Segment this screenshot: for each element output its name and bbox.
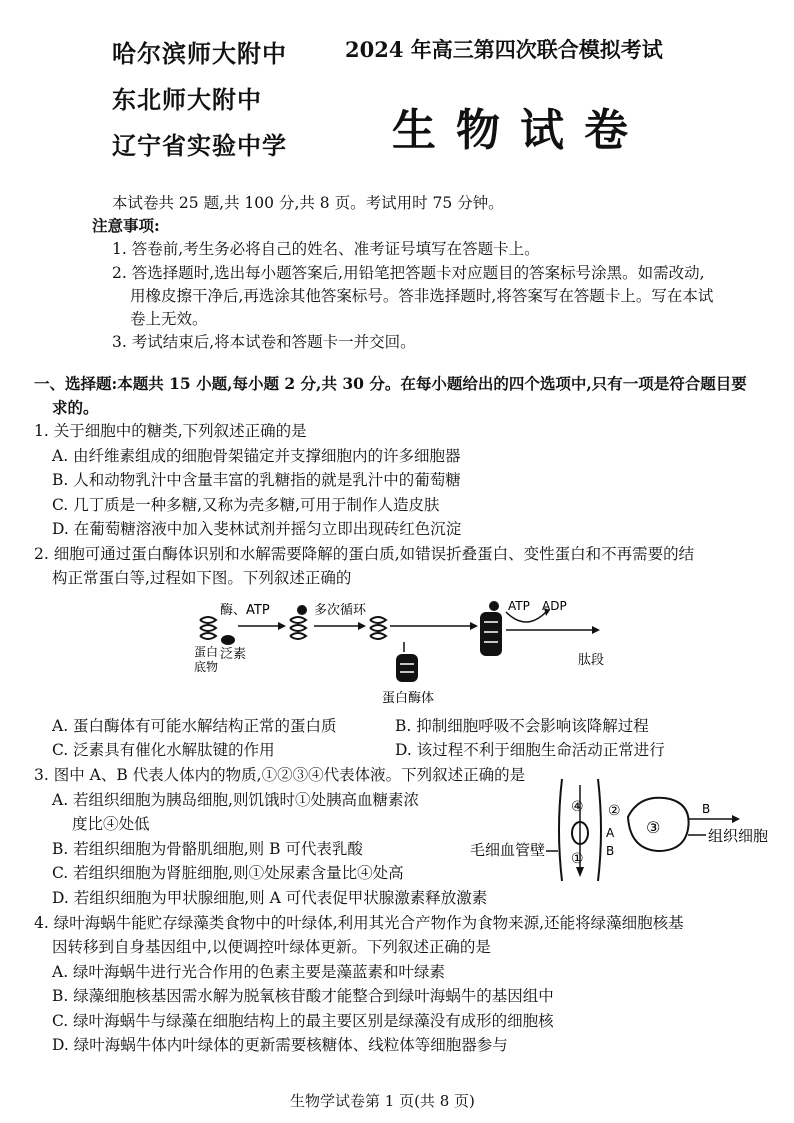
protein-helix-icon <box>290 617 306 639</box>
label-fluid-1: ① <box>571 851 584 867</box>
label-a: A <box>606 826 615 840</box>
arrow-head <box>358 622 366 630</box>
arrow-head <box>592 626 600 634</box>
label-fluid-4: ④ <box>571 799 584 815</box>
q2-option-d: D. 该过程不利于细胞生命活动正常进行 <box>395 741 665 759</box>
label-cycles: 多次循环 <box>314 603 367 618</box>
q2-option-a: A. 蛋白酶体有可能水解结构正常的蛋白质 <box>52 717 337 735</box>
q3-option-b: B. 若组织细胞为骨骼肌细胞,则 B 可代表乳酸 <box>52 840 363 858</box>
notes-heading: 注意事项: <box>92 216 160 235</box>
ubiquitin-icon <box>489 601 499 611</box>
label-fluid-2: ② <box>608 803 621 819</box>
q1-option-d: D. 在葡萄糖溶液中加入斐林试剂并摇匀立即出现砖红色沉淀 <box>52 520 462 538</box>
arrow-head <box>278 622 286 630</box>
label-b: B <box>606 844 615 858</box>
q1-stem: 1. 关于细胞中的糖类,下列叙述正确的是 <box>34 422 307 440</box>
note-2-cont: 用橡皮擦干净后,再选涂其他答案标号。答非选择题时,将答案写在答题卡上。写在本试 <box>130 287 714 305</box>
q4-stem-cont: 因转移到自身基因组中,以便调控叶绿体更新。下列叙述正确的是 <box>52 938 491 956</box>
q1-option-b: B. 人和动物乳汁中含量丰富的乳糖指的就是乳汁中的葡萄糖 <box>52 471 461 489</box>
proteasome-icon <box>480 612 502 656</box>
label-fluid-3: ③ <box>646 818 661 837</box>
subject-title: 生物试卷 <box>392 105 648 156</box>
label-b-out: B <box>702 802 711 816</box>
arrow-head <box>470 622 478 630</box>
label-capillary: 毛细血管壁 <box>470 841 546 859</box>
section-heading: 一、选择题:本题共 15 小题,每小题 2 分,共 30 分。在每小题给出的四个选项中,只有一项是符合题目要 <box>34 374 747 393</box>
q3-option-c: C. 若组织细胞为肾脏细胞,则①处尿素含量比④处高 <box>52 864 404 882</box>
label-proteasome: 蛋白酶体 <box>382 691 435 706</box>
q2-option-b: B. 抑制细胞呼吸不会影响该降解过程 <box>395 717 649 735</box>
q2-option-c: C. 泛素具有催化水解肽键的作用 <box>52 741 275 759</box>
atp-adp-arrow <box>506 612 546 622</box>
q1-option-a: A. 由纤维素组成的细胞骨架锚定并支撑细胞内的许多细胞器 <box>52 447 461 465</box>
note-2: 2. 答选择题时,选出每小题答案后,用铅笔把答题卡对应题目的答案标号涂黑。如需改动, <box>112 264 705 282</box>
q3-option-a-cont: 度比④处低 <box>72 815 150 833</box>
arrow-head <box>576 867 584 877</box>
page-footer: 生物学试卷第 1 页(共 8 页) <box>290 1092 475 1110</box>
section-heading-cont: 求的。 <box>52 398 99 417</box>
protein-helix-icon <box>200 617 216 639</box>
q3-option-a: A. 若组织细胞为胰岛细胞,则饥饿时①处胰高血糖素浓 <box>52 791 419 809</box>
school-name-1: 哈尔滨师大附中 <box>112 40 287 68</box>
proteasome-diagram <box>190 598 620 710</box>
arrow-head <box>732 815 740 823</box>
school-name-2: 东北师大附中 <box>112 86 262 114</box>
label-ubiquitin: 泛素 <box>220 647 247 662</box>
school-name-3: 辽宁省实验中学 <box>112 132 287 160</box>
ubiquitin-icon <box>297 605 307 615</box>
capillary-wall-right <box>598 779 601 881</box>
q4-option-b: B. 绿藻细胞核基因需水解为脱氧核苷酸才能整合到绿叶海蜗牛的基因组中 <box>52 987 554 1005</box>
q1-option-c: C. 几丁质是一种多糖,又称为壳多糖,可用于制作人造皮肤 <box>52 496 440 514</box>
body-fluid-diagram <box>470 775 770 885</box>
label-peptide: 肽段 <box>578 653 605 668</box>
label-atp: ATP <box>508 599 530 613</box>
q4-option-c: C. 绿叶海蜗牛与绿藻在细胞结构上的最主要区别是绿藻没有成形的细胞核 <box>52 1012 554 1030</box>
q3-option-d: D. 若组织细胞为甲状腺细胞,则 A 可代表促甲状腺激素释放激素 <box>52 889 488 907</box>
q4-option-a: A. 绿叶海蜗牛进行光合作用的色素主要是藻蓝素和叶绿素 <box>52 963 446 981</box>
proteasome-icon <box>396 654 418 682</box>
q3-stem: 3. 图中 A、B 代表人体内的物质,①②③④代表体液。下列叙述正确的是 <box>34 766 526 784</box>
label-substrate: 蛋白 <box>194 645 219 659</box>
exam-title: 2024 年高三第四次联合模拟考试 <box>345 37 663 62</box>
note-3: 3. 考试结束后,将本试卷和答题卡一并交回。 <box>112 333 416 351</box>
note-2-cont2: 卷上无效。 <box>130 310 208 328</box>
q4-option-d: D. 绿叶海蜗牛体内叶绿体的更新需要核糖体、线粒体等细胞器参与 <box>52 1036 508 1054</box>
note-1: 1. 答卷前,考生务必将自己的姓名、准考证号填写在答题卡上。 <box>112 240 540 258</box>
label-adp: ADP <box>542 599 567 613</box>
q2-stem: 2. 细胞可通过蛋白酶体识别和水解需要降解的蛋白质,如错误折叠蛋白、变性蛋白和不再需要的结 <box>34 545 695 563</box>
label-tissue-cell: 组织细胞 <box>708 827 769 845</box>
ubiquitin-icon <box>221 635 235 645</box>
q2-stem-cont: 构正常蛋白等,过程如下图。下列叙述正确的 <box>52 569 352 587</box>
exam-summary: 本试卷共 25 题,共 100 分,共 8 页。考试用时 75 分钟。 <box>112 194 504 212</box>
q4-stem: 4. 绿叶海蜗牛能贮存绿藻类食物中的叶绿体,利用其光合产物作为食物来源,还能将绿藻细胞核基 <box>34 914 684 932</box>
protein-helix-icon <box>370 617 386 639</box>
label-enzyme-atp: 酶、ATP <box>220 603 270 618</box>
capillary-wall-left <box>559 779 562 881</box>
label-substrate2: 底物 <box>194 660 219 674</box>
